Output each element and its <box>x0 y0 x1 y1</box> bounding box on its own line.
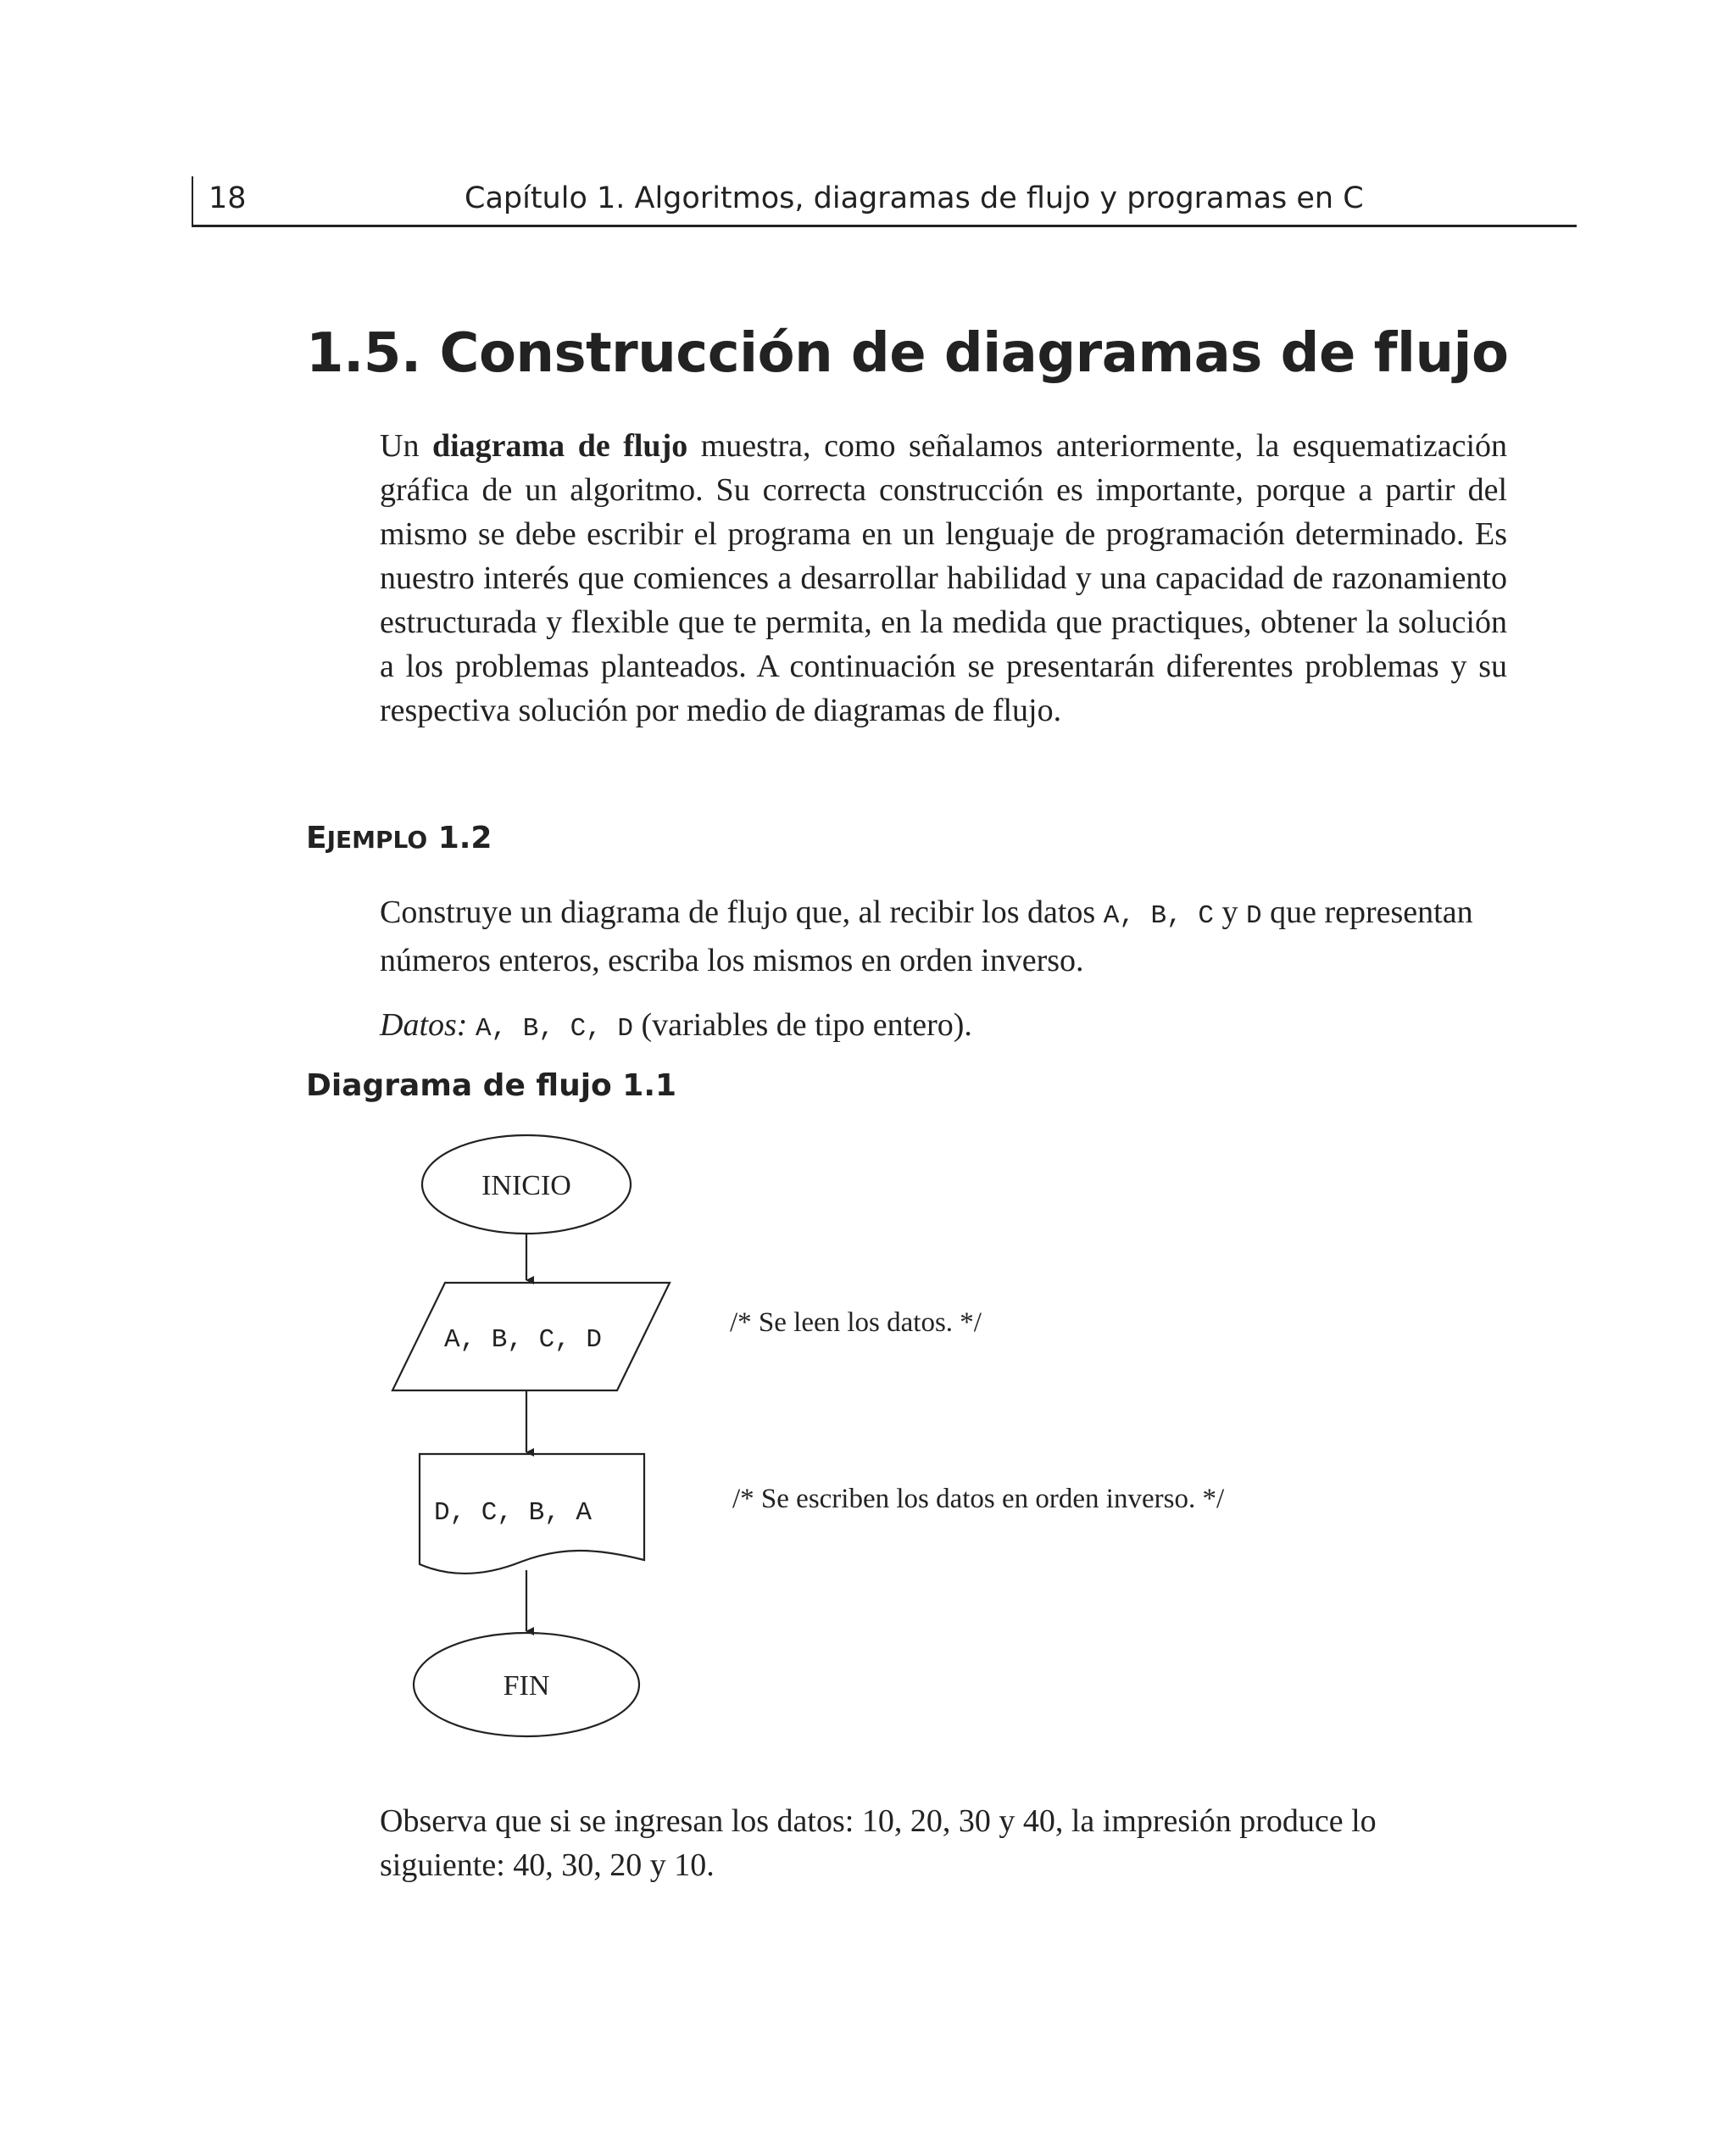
chapter-title: Capítulo 1. Algoritmos, diagramas de flujo y programas en C <box>465 181 1364 215</box>
statement-part-b: que representan números enteros, escriba los mismos en orden inverso. <box>380 894 1473 978</box>
intro-rest: muestra, como señalamos anteriormente, la esquematización gráfica de un algoritmo. Su correcta construcción es importante, porque a partir del mismo se debe escribir el programa en un lenguaje de programación determinado. Es nuestro interés que comiences a desarrollar habilidad y una capacidad de razonamiento estructurada y flexible que te permita, en la medida que practiques, obtener la solución a los problemas planteados. A continuación se presentarán diferentes problemas y su respectiva solución por medio de diagramas de flujo. <box>380 428 1507 728</box>
statement-conjunction: y <box>1213 894 1246 930</box>
end-label: FIN <box>503 1670 550 1702</box>
example-heading <box>306 821 492 855</box>
output-comment: /* Se escriben los datos en orden inverso. */ <box>732 1484 1225 1514</box>
statement-var-d: D <box>1245 901 1262 931</box>
statement-vars: A, B, C <box>1103 901 1214 931</box>
observation-paragraph: Observa que si se ingresan los datos: 10, 20, 30 y 40, la impresión produce lo siguiente: 40, 30, 20 y 10. <box>380 1803 1377 1883</box>
datos-vars: A, B, C, D <box>475 1014 633 1044</box>
start-label: INICIO <box>481 1170 571 1201</box>
example-label-smallcaps: JEMPLO <box>326 826 428 854</box>
datos-label: Datos: <box>380 1007 468 1043</box>
input-label: A, B, C, D <box>443 1325 603 1355</box>
statement-part-a: Construye un diagrama de flujo que, al recibir los datos <box>380 894 1104 930</box>
intro-lead: Un <box>380 428 432 464</box>
example-statement <box>380 890 1507 983</box>
input-comment: /* Se leen los datos. */ <box>730 1307 982 1338</box>
diagram-caption: Diagrama de flujo 1.1 <box>306 1068 677 1103</box>
page-number: 18 <box>209 181 247 215</box>
section-title: 1.5. Construcción de diagramas de flujo <box>306 322 1509 385</box>
example-label-initial: E <box>306 821 327 855</box>
intro-term: diagrama de flujo <box>431 428 688 464</box>
datos-rest: (variables de tipo entero). <box>632 1007 972 1043</box>
output-label: D, C, B, A <box>433 1498 593 1528</box>
data-line <box>380 1003 1507 1051</box>
flowchart <box>373 1119 1339 1780</box>
running-header <box>192 176 1577 227</box>
intro-paragraph <box>380 424 1507 733</box>
example-label-number: 1.2 <box>427 821 492 855</box>
